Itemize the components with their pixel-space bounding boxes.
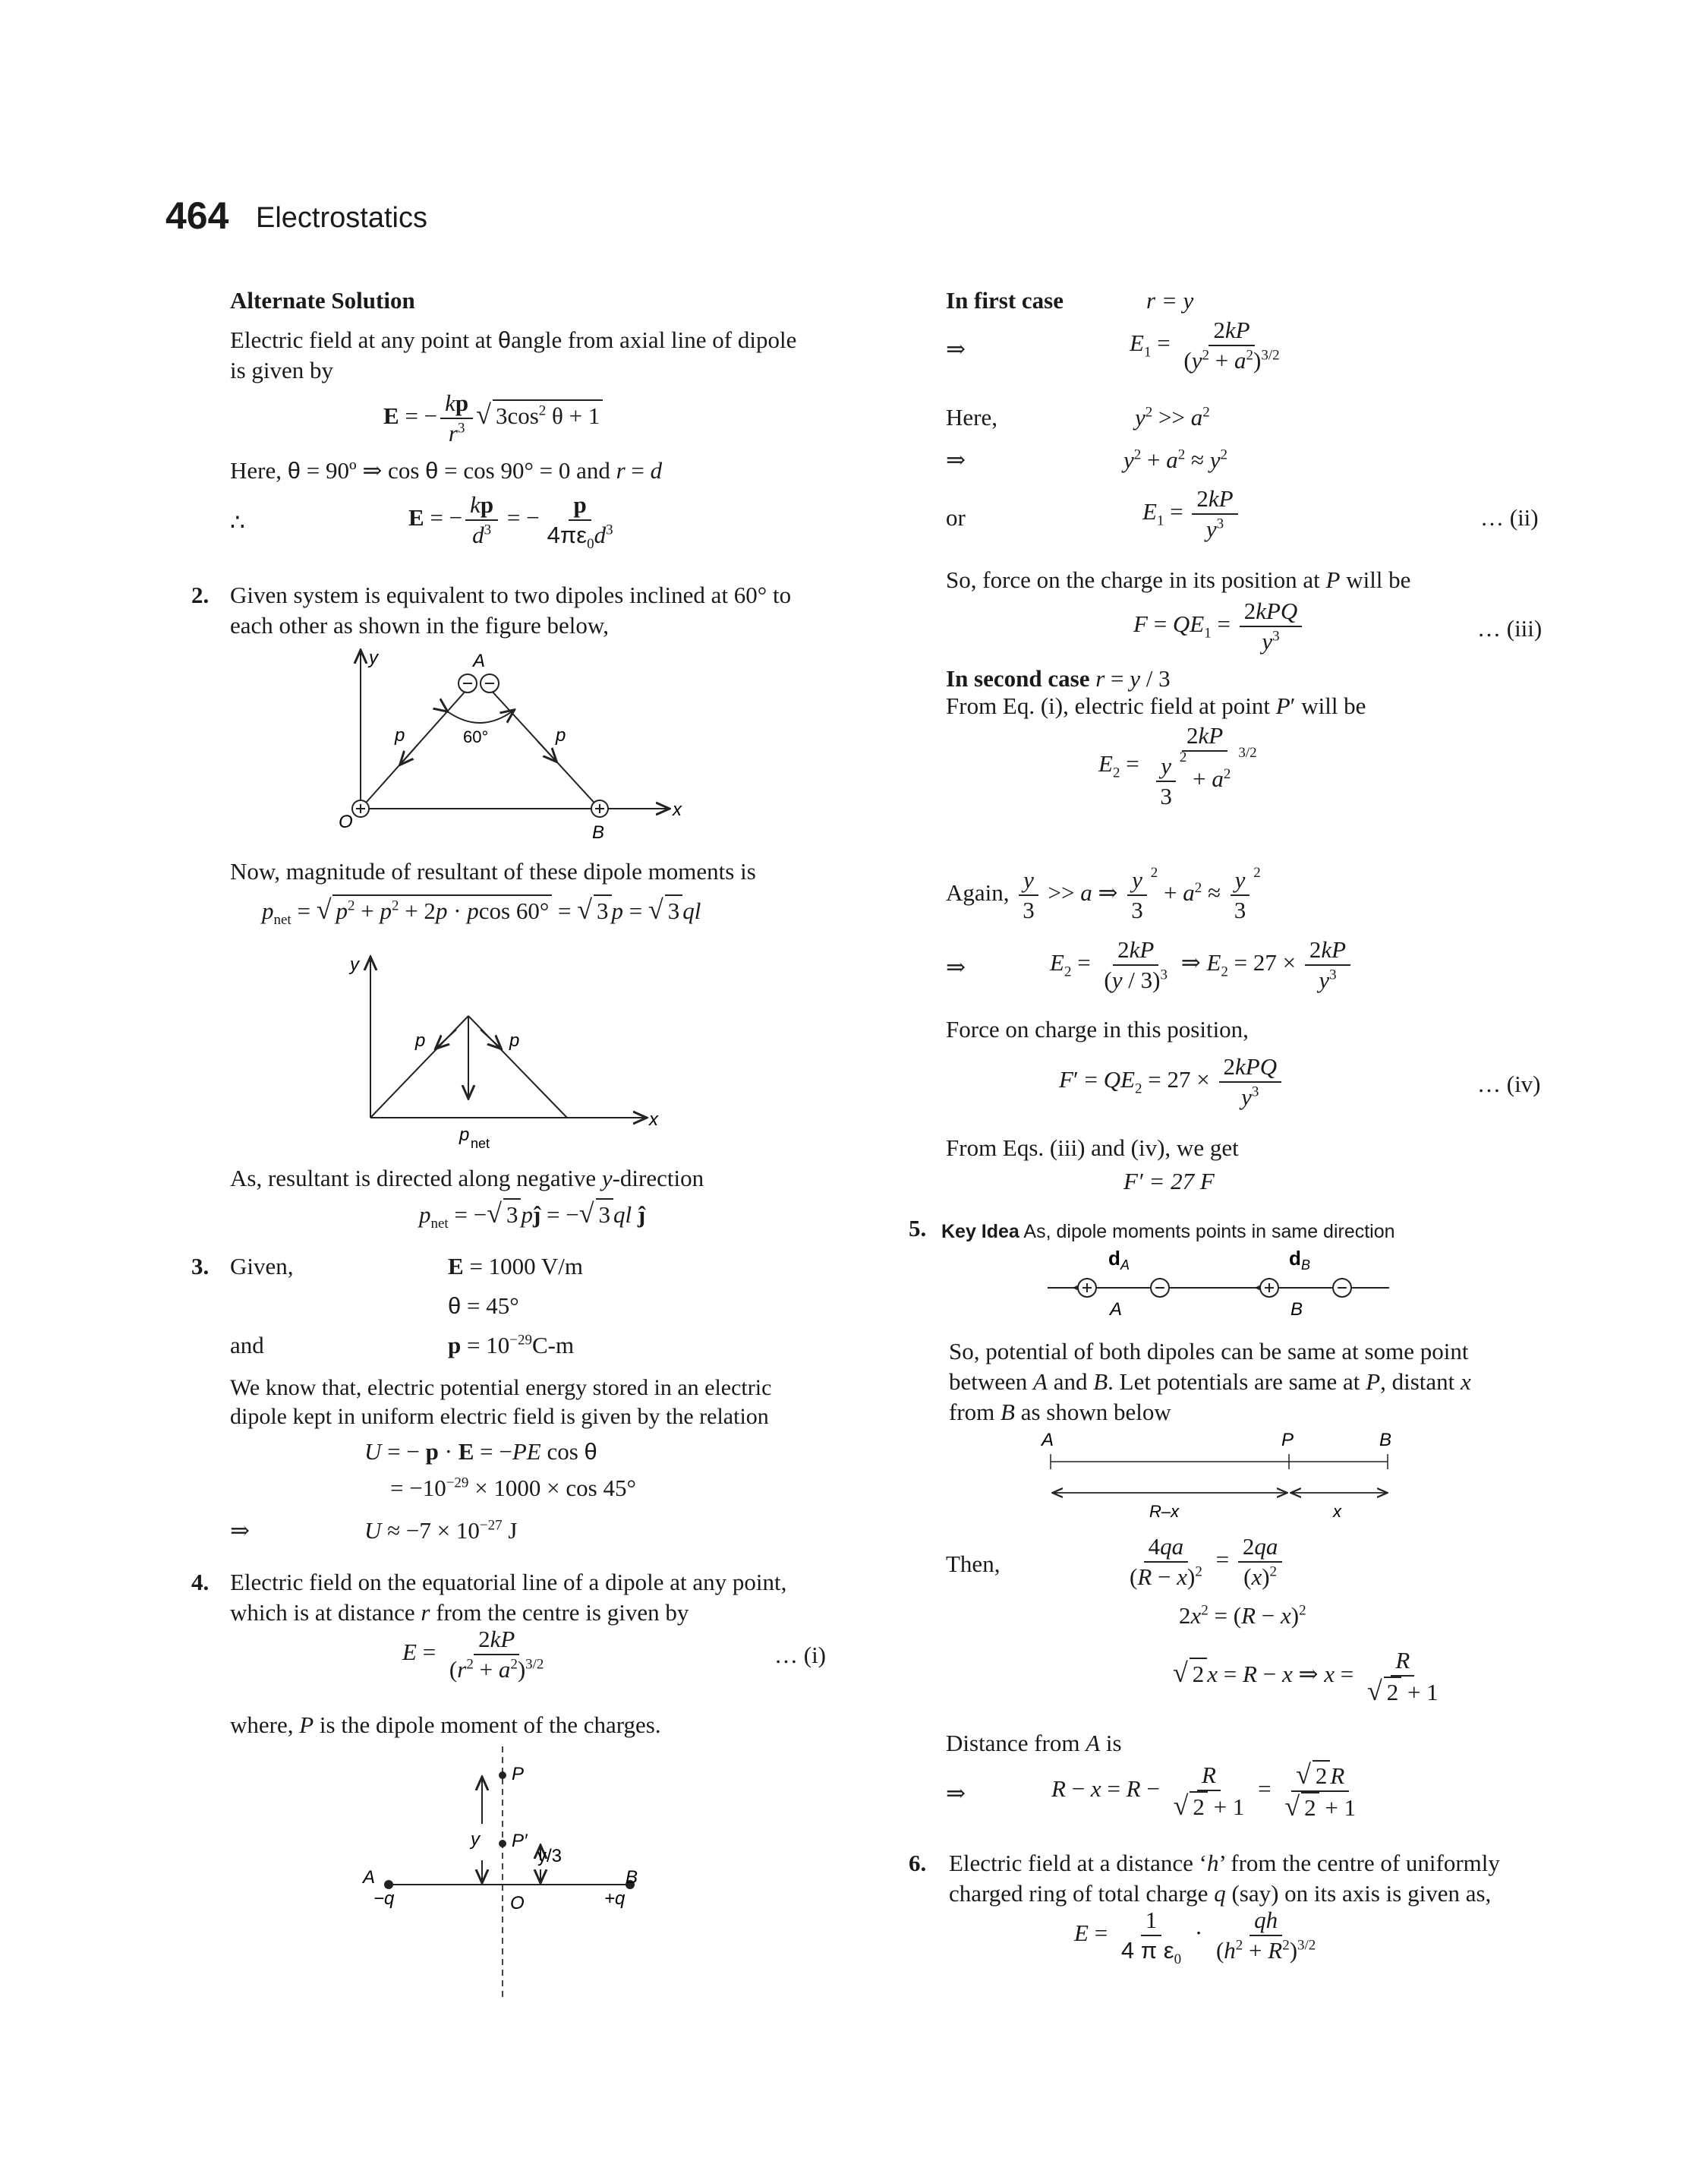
again-line: Again, $\frac{y}{3}$ >> a ⇒ $\frac{y}{3}$ $^2 + a^2$ ≈ $\frac{y}{3}$ $^2$	[946, 864, 1261, 923]
fig4-dB-sub: B	[1301, 1257, 1311, 1273]
fig2-y-label: y	[350, 954, 359, 975]
implies-3: ⇒	[946, 954, 966, 980]
from-eq-text: From Eq. (i), electric field at point P′ will be	[946, 692, 1366, 719]
q2-text-1: Given system is equivalent to two dipoles inclined at 60° to	[230, 582, 792, 608]
fig4-dA-sub: A	[1120, 1257, 1130, 1273]
equation-x: √ 2 x = R − x ⇒ x = $\frac{R}{√ 2 + 1}$	[1173, 1647, 1439, 1706]
fig5-B: B	[1379, 1430, 1392, 1450]
alt-text-line-2: is given by	[230, 357, 334, 383]
direction-text: As, resultant is directed along negative y-direction	[230, 1165, 704, 1191]
equation-distance: R − x = R − $\frac{R}{√ 2 + 1}$ = $\frac{√ 2 R}{√ 2 + 1}$	[1051, 1759, 1357, 1822]
question-4-number: 4.	[191, 1569, 210, 1595]
figure-resultant	[345, 949, 664, 1154]
fig4-dA: d	[1108, 1247, 1120, 1270]
from-eqs-text: From Eqs. (iii) and (iv), we get	[946, 1134, 1239, 1161]
fig5-Rx: R–x	[1149, 1502, 1180, 1519]
equation-pnet: $p_{net}$ = √ $p^2 + p^2 + 2p \cdot pcos$ 60° = √ 3 p = √ 3 ql	[262, 894, 701, 929]
fig2-x-label: x	[649, 1109, 658, 1130]
key-idea-line: Key Idea As, dipole moments points in same direction	[941, 1221, 1395, 1242]
fig4-B: B	[1290, 1299, 1303, 1320]
fig2-p2-label: p	[509, 1030, 520, 1051]
fig2-p1-label: p	[415, 1030, 426, 1051]
q3-text-2: dipole kept in uniform electric field is given by the relation	[230, 1404, 769, 1429]
q6-text-1: Electric field at a distance ‘h’ from the centre of uniformly	[949, 1850, 1500, 1876]
equation-E2: $E_2$ = 2kP $\frac{y}{3}$ $^2 + a^{23/2}$	[1098, 722, 1257, 809]
q4-eq-label: … (i)	[774, 1642, 827, 1668]
q3-theta-value: θ = 45°	[448, 1292, 519, 1319]
fig3-B-label: B	[626, 1867, 638, 1888]
fig1-angle-label: 60°	[463, 727, 489, 746]
fig1-O-label: O	[339, 812, 353, 832]
implies-1: ⇒	[946, 336, 966, 362]
figure-two-dipoles	[334, 645, 683, 843]
alt-text-line-1: Electric field at any point at θangle from axial line of dipole	[230, 327, 797, 353]
figure-two-dipoles-same-direction	[1048, 1245, 1397, 1321]
q3-energy-result: $U \approx -7 \times 10^{-27}$ J	[364, 1517, 518, 1544]
distance-text: Distance from A is	[946, 1730, 1122, 1756]
force-text-2: Force on charge in this position,	[946, 1016, 1249, 1043]
fig3-P-label: P	[512, 1764, 525, 1784]
q5-text-2: between A and B. Let potentials are same at P, distant x	[949, 1368, 1471, 1395]
fig3-O-label: O	[510, 1893, 525, 1913]
q4-text-1: Electric field on the equatorial line of a dipole at any point,	[230, 1569, 787, 1595]
question-6-number: 6.	[909, 1850, 927, 1876]
therefore-symbol: ∴	[230, 509, 245, 535]
q3-implies: ⇒	[230, 1517, 250, 1544]
q5-text-1: So, potential of both dipoles can be same at some point	[949, 1338, 1469, 1364]
fig5-A: A	[1042, 1430, 1054, 1450]
q3-E-value: E = 1000 V/m	[448, 1253, 583, 1279]
fig3-plus-q: +q	[604, 1888, 626, 1909]
equation-E2-result: $E_2$ = $\frac{2kP}{(y / 3)^3}$ ⇒ $E_2 = 27$ × $\frac{2kP}{y^3}$	[1050, 935, 1353, 995]
fig3-A-label: A	[363, 1867, 376, 1888]
question-2-number: 2.	[191, 582, 210, 608]
equation-E1-simplified: $E_1$ = $\frac{2kP}{y^3}$	[1142, 484, 1241, 544]
fig1-B-label: B	[592, 822, 605, 843]
then-label: Then,	[946, 1550, 1001, 1577]
implies-4: ⇒	[946, 1780, 966, 1806]
or-label: or	[946, 504, 966, 531]
final-F: F′ = 27 F	[1123, 1168, 1215, 1194]
figure-equatorial	[349, 1746, 668, 1997]
q3-text-1: We know that, electric potential energy stored in an electric	[230, 1375, 772, 1400]
fig2-pnet-label: p	[459, 1125, 470, 1145]
here-theta-line: Here, θ = 90º ⇒ cos θ = cos 90° = 0 and r = d	[230, 457, 663, 484]
q4-where: where, P is the dipole moment of the charges.	[230, 1711, 661, 1738]
second-case-line: In second case r = y / 3	[946, 665, 1171, 692]
first-case-eq: r = y	[1146, 287, 1194, 314]
fig3-minus-q: −q	[373, 1888, 395, 1909]
fig1-A-label: A	[473, 651, 486, 671]
fig1-p2-label: p	[556, 725, 566, 746]
equation-potential: $\frac{4qa}{(R - x)^2}$ = $\frac{2qa}{(x)^2}$	[1122, 1532, 1285, 1592]
page-title: Electrostatics	[256, 202, 427, 234]
fig3-Pp-label: P′	[512, 1831, 528, 1851]
force-text: So, force on the charge in its position at P will be	[946, 566, 1411, 593]
label-iii: … (iii)	[1477, 615, 1543, 642]
fig5-P: P	[1281, 1430, 1294, 1450]
q3-p-value: $p = 10^{-29}C-m$	[448, 1332, 575, 1358]
figure-distance	[1040, 1427, 1404, 1519]
label-iv: … (iv)	[1477, 1071, 1541, 1097]
fig5-x: x	[1333, 1502, 1341, 1519]
q5-text-3: from B as shown below	[949, 1399, 1171, 1425]
equation-2x2: $2x^2 = (R - x)^2$	[1179, 1602, 1306, 1629]
q3-and: and	[230, 1332, 264, 1358]
fig3-y-label: y	[471, 1829, 480, 1850]
label-ii: … (ii)	[1480, 504, 1539, 531]
equation-F-prime: $F' = QE_2 = 27$ × $\frac{\text{2kPQ}}{y^3}$	[1059, 1052, 1284, 1112]
equation-F: $F = QE_1$ = $\frac{\text{2kPQ}}{y^3}$	[1133, 597, 1305, 656]
q3-energy-eq-1: U = − p · E = −PE cos θ	[364, 1438, 597, 1465]
equation-E1: $E_1$ = $\frac{2kP}{(y^2 + a^2)^{3/2}}$	[1130, 317, 1280, 374]
q6-equation: E = $\frac{1}{4 \pi \varepsilon_0}$ · $\frac{qh}{(h^2 + R^2)^{3/2}}$	[1074, 1907, 1316, 1968]
fig2-pnet-sub: net	[471, 1136, 490, 1151]
fig1-p1-label: p	[395, 725, 405, 746]
page-number: 464	[165, 194, 229, 237]
q6-text-2: charged ring of total charge q (say) on its axis is given as,	[949, 1880, 1492, 1907]
here-label: Here,	[946, 404, 997, 431]
equation-pnet-vector: $p_{net}$ = −√ 3 pĵ = −√ 3 ql ĵ	[419, 1198, 646, 1232]
resultant-text: Now, magnitude of resultant of these dipole moments is	[230, 858, 756, 885]
question-3-number: 3.	[191, 1253, 210, 1279]
equation-E-d: E = − $\frac{kp}{d^3}$ = − $\frac{p}{4\pi\varepsilon_0d^3}$	[408, 491, 613, 553]
fig4-dB: d	[1289, 1247, 1301, 1270]
equation-approx: $y^2 + a^2 \approx y^2$	[1123, 446, 1228, 473]
alternate-solution-heading: Alternate Solution	[230, 287, 415, 314]
q4-text-2: which is at distance r from the centre is given by	[230, 1599, 689, 1626]
q3-energy-eq-2: = $-10^{-29} \times 1000 \times \cos 45^\circ$	[390, 1475, 636, 1501]
implies-2: ⇒	[946, 446, 966, 473]
fig1-x-label: x	[673, 800, 682, 820]
q2-text-2: each other as shown in the figure below,	[230, 612, 609, 639]
question-5-number: 5.	[909, 1215, 927, 1241]
fig4-A: A	[1110, 1299, 1123, 1320]
q3-given: Given,	[230, 1253, 294, 1279]
fig3-y3-label: y/3	[537, 1846, 563, 1866]
first-case-label: In first case	[946, 287, 1064, 314]
equation-y-gg-a: $y^2 >> a^2$	[1135, 404, 1210, 431]
equation-E-general: E = − $\frac{kp}{r^3}$ √ $3\cos^2$ θ + 1	[383, 389, 603, 448]
fig1-y-label: y	[369, 648, 378, 668]
q4-equation: E = $\frac{2kP}{(r^2 + a^2)^{3/2}}$	[402, 1626, 544, 1683]
